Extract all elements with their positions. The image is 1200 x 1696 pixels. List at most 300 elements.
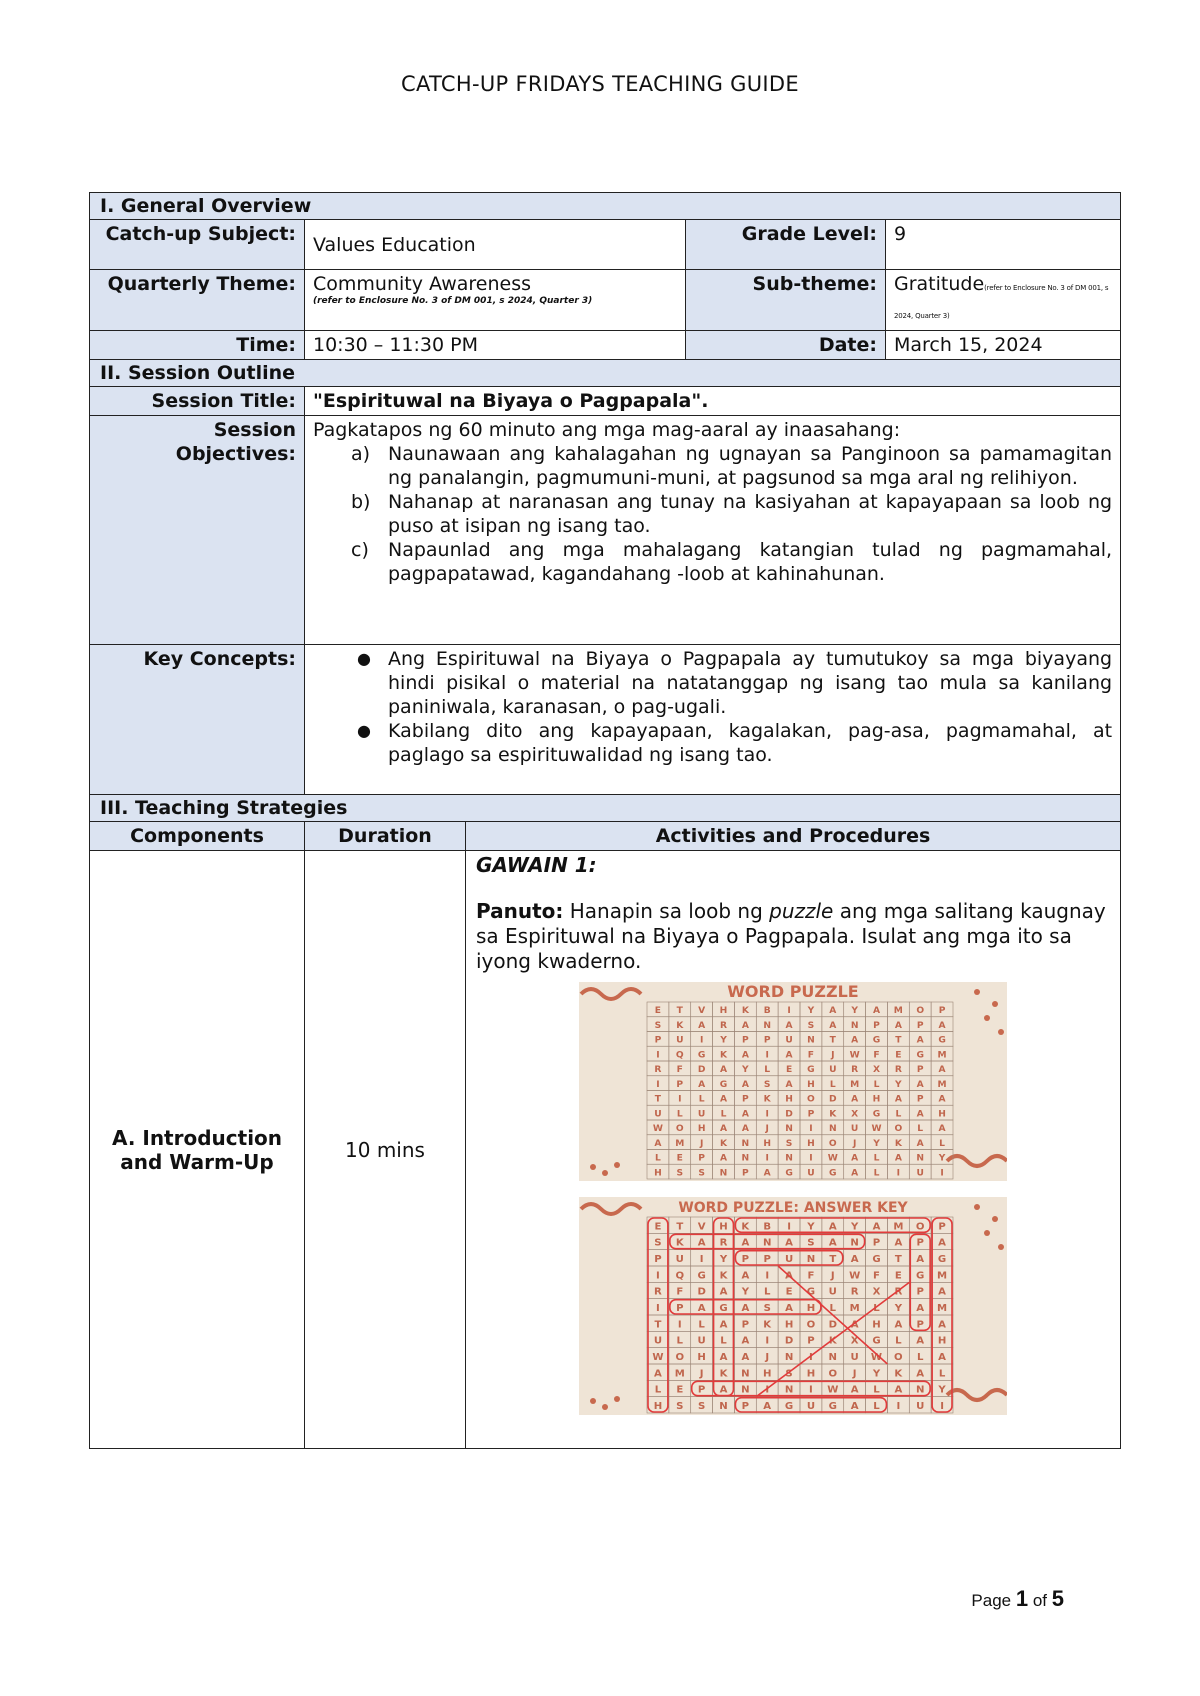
puzzle-letter: I [896, 1400, 901, 1412]
puzzle-letter: H [806, 1368, 816, 1380]
puzzle-letter: L [873, 1400, 880, 1412]
puzzle-letter: K [676, 1020, 684, 1031]
puzzle-letter: A [916, 1253, 925, 1265]
puzzle-letter: L [917, 1351, 924, 1363]
decoration-dot [992, 1216, 998, 1222]
puzzle-letter: A [916, 1079, 924, 1090]
puzzle-letter: A [741, 1237, 750, 1249]
puzzle-letter: H [938, 1109, 946, 1120]
puzzle-letter: U [653, 1335, 663, 1347]
puzzle-letter: I [656, 1079, 660, 1090]
theme-note: (refer to Enclosure No. 3 of DM 001, s 2024, Quarter 3) [313, 296, 593, 306]
puzzle-letter: A [894, 1153, 902, 1164]
puzzle-letter: J [699, 1138, 704, 1149]
puzzle-letter: N [916, 1153, 925, 1164]
puzzle-letter: F [676, 1286, 684, 1298]
word-puzzle-image [579, 982, 1007, 1181]
puzzle-letter: A [741, 1302, 750, 1314]
puzzle-letter: A [741, 1050, 749, 1061]
subject-label: Catch-up Subject: [90, 220, 305, 270]
puzzle-letter: N [741, 1368, 750, 1380]
puzzle-letter: A [894, 1094, 902, 1105]
puzzle-letter: N [828, 1124, 837, 1135]
puzzle-letter: I [940, 1400, 944, 1412]
puzzle-letter: A [741, 1351, 750, 1363]
puzzle-letter: A [916, 1035, 924, 1046]
puzzle-letter: Y [720, 1035, 727, 1046]
puzzle-letter: W [827, 1384, 839, 1396]
puzzle-letter: N [828, 1351, 838, 1363]
puzzle-letter: B [763, 1221, 772, 1233]
puzzle-letter: A [720, 1094, 728, 1105]
puzzle-letter: P [916, 1319, 924, 1331]
puzzle-letter: W [849, 1050, 860, 1061]
decoration-dot [992, 1001, 998, 1007]
puzzle-letter: M [937, 1079, 947, 1090]
puzzle-letter: S [676, 1168, 684, 1179]
puzzle-letter: F [676, 1065, 683, 1076]
puzzle-letter: S [676, 1400, 684, 1412]
puzzle-letter: I [656, 1270, 660, 1282]
puzzle-letter: N [719, 1400, 728, 1412]
puzzle-letter: O [916, 1006, 925, 1017]
key-concept-item: ● Kabilang dito ang kapayapaan, kagalakan, pag-asa, pagmamahal, at paglago sa espirituwalidad ng isang tao. [357, 720, 1113, 766]
objective-item: b) Nahanap at naranasan ang tunay na kasiyahan at kapayapaan sa loob ng puso at isipan ng isang tao. [351, 491, 1113, 537]
puzzle-letter: I [809, 1153, 813, 1164]
decoration-dot [998, 1029, 1004, 1035]
puzzle-letter: I [765, 1270, 770, 1282]
puzzle-letter: A [720, 1124, 728, 1135]
puzzle-letter: P [763, 1253, 771, 1265]
puzzle-letter: A [916, 1138, 924, 1149]
puzzle-letter: N [763, 1020, 772, 1031]
puzzle-letter: L [764, 1286, 771, 1298]
puzzle-letter: A [741, 1270, 750, 1282]
section-general-overview: I. General Overview [90, 193, 1121, 220]
teaching-guide-table [89, 192, 1121, 1449]
puzzle-letter: A [828, 1237, 837, 1249]
puzzle-letter: Q [675, 1050, 684, 1061]
puzzle-letter: P [873, 1020, 880, 1031]
puzzle-letter: Y [719, 1253, 728, 1265]
session-title-value: "Espirituwal na Biyaya o Pagpapala". [305, 387, 1121, 416]
key-concepts-list [313, 647, 1112, 767]
puzzle-letter: Y [851, 1221, 859, 1233]
puzzle-letter: O [807, 1094, 815, 1105]
puzzle-letter: N [784, 1351, 794, 1363]
puzzle-letter: A [697, 1302, 706, 1314]
puzzle-letter: G [719, 1302, 728, 1314]
puzzle-letter: W [827, 1153, 838, 1164]
decoration-dot [602, 1170, 608, 1176]
puzzle-letter: T [654, 1094, 662, 1105]
puzzle-letter: L [720, 1109, 727, 1120]
puzzle-letter: O [828, 1138, 837, 1149]
puzzle-letter: U [828, 1286, 837, 1298]
puzzle-letter: K [719, 1368, 728, 1380]
puzzle-letter: P [654, 1253, 662, 1265]
puzzle-letter: A [828, 1221, 837, 1233]
puzzle-letter: I [699, 1253, 704, 1265]
puzzle-letter: F [873, 1270, 880, 1282]
puzzle-letter: Y [807, 1221, 815, 1233]
puzzle-letter: O [675, 1351, 685, 1363]
puzzle-letter: H [806, 1302, 816, 1314]
puzzle-letter: E [654, 1221, 662, 1233]
puzzle-letter: G [828, 1400, 837, 1412]
puzzle-letter: I [765, 1335, 770, 1347]
puzzle-letter: P [763, 1035, 771, 1046]
puzzle-letter: A [785, 1302, 794, 1314]
puzzle-letter: Y [938, 1153, 946, 1164]
puzzle-letter: E [654, 1006, 662, 1017]
activities-cell [466, 851, 1121, 1449]
puzzle-letter: F [807, 1050, 815, 1061]
puzzle-letter: A [850, 1253, 859, 1265]
puzzle-letter: L [655, 1153, 661, 1164]
puzzle-letter: F [873, 1050, 880, 1061]
puzzle-letter: G [872, 1109, 881, 1120]
puzzle-letter: M [937, 1302, 948, 1314]
puzzle-letter: L [938, 1368, 946, 1380]
puzzle-letter: P [654, 1035, 662, 1046]
puzzle-letter: X [850, 1335, 859, 1347]
puzzle-letter: D [828, 1319, 838, 1331]
puzzle-letter: F [807, 1270, 815, 1282]
puzzle-letter: A [938, 1319, 947, 1331]
puzzle-letter: T [676, 1006, 683, 1017]
puzzle-letter: I [787, 1221, 791, 1233]
puzzle-letter: A [873, 1006, 881, 1017]
puzzle-letter: U [807, 1168, 815, 1179]
puzzle-letter: I [656, 1050, 660, 1061]
puzzle-letter: G [872, 1335, 881, 1347]
puzzle-letter: A [785, 1270, 794, 1282]
puzzle-letter: P [938, 1006, 946, 1017]
puzzle-letter: P [807, 1109, 815, 1120]
puzzle-letter: A [741, 1020, 749, 1031]
puzzle-letter: L [873, 1302, 880, 1314]
puzzle-letter: A [938, 1124, 946, 1135]
puzzle-letter: N [785, 1153, 793, 1164]
puzzle-letter: A [894, 1384, 903, 1396]
puzzle-letter: G [872, 1253, 881, 1265]
decoration-dot [974, 1204, 980, 1210]
puzzle-letter: A [654, 1368, 662, 1380]
puzzle-letter: S [807, 1237, 815, 1249]
puzzle-letter: A [719, 1351, 728, 1363]
puzzle-letter: G [916, 1050, 924, 1061]
puzzle-letter: P [938, 1221, 946, 1233]
puzzle-letter: H [807, 1079, 815, 1090]
puzzle-letter: S [654, 1020, 662, 1031]
decoration-dot [998, 1244, 1004, 1250]
puzzle-letter: N [850, 1020, 859, 1031]
objectives-intro: Pagkatapos ng 60 minuto ang mga mag-aaral ay inaasahang: [313, 419, 901, 441]
puzzle-letter: L [676, 1109, 683, 1120]
session-title-label: Session Title: [90, 387, 305, 416]
puzzle-letter: I [809, 1124, 813, 1135]
puzzle-letter: W [870, 1351, 883, 1363]
puzzle-letter: A [850, 1319, 859, 1331]
puzzle-letter: S [698, 1400, 706, 1412]
component-intro: A. Introduction and Warm-Up [90, 851, 305, 1449]
puzzle-letter: A [916, 1368, 925, 1380]
puzzle-letter: H [785, 1094, 793, 1105]
date-value: March 15, 2024 [886, 331, 1121, 360]
puzzle-letter: R [719, 1237, 728, 1249]
puzzle-letter: A [829, 1006, 837, 1017]
puzzle-letter: N [763, 1237, 772, 1249]
puzzle-letter: A [938, 1094, 946, 1105]
grade-label: Grade Level: [686, 220, 886, 270]
puzzle-letter: I [940, 1168, 944, 1179]
puzzle-letter: I [677, 1319, 682, 1331]
puzzle-letter: L [873, 1168, 880, 1179]
duration-value: 10 mins [305, 851, 466, 1449]
activity-title: GAWAIN 1: [476, 853, 597, 877]
puzzle-letter: G [937, 1253, 947, 1265]
puzzle-letter: L [698, 1319, 705, 1331]
puzzle-letter: S [763, 1079, 771, 1090]
puzzle-letter: T [676, 1221, 684, 1233]
puzzle-letter: A [938, 1351, 947, 1363]
time-label: Time: [90, 331, 305, 360]
puzzle-letter: D [697, 1065, 706, 1076]
puzzle-letter: A [741, 1335, 750, 1347]
puzzle-letter: P [742, 1168, 749, 1179]
puzzle-letter: A [851, 1168, 859, 1179]
time-value: 10:30 – 11:30 PM [305, 331, 686, 360]
puzzle-letter: I [787, 1006, 791, 1017]
puzzle-letter: V [697, 1221, 706, 1233]
puzzle-letter: A [741, 1109, 749, 1120]
puzzle-letter: K [719, 1138, 728, 1149]
puzzle-letter: R [894, 1065, 902, 1076]
puzzle-letter: D [784, 1335, 794, 1347]
puzzle-letter: E [895, 1050, 902, 1061]
puzzle-letter: K [828, 1335, 837, 1347]
puzzle-letter: T [894, 1253, 902, 1265]
puzzle-letter: Y [938, 1384, 946, 1396]
puzzle-letter: Y [872, 1368, 881, 1380]
puzzle-letter: R [894, 1286, 903, 1298]
puzzle-letter: G [916, 1270, 925, 1282]
puzzle-letter: K [829, 1109, 837, 1120]
puzzle-letter: I [656, 1302, 660, 1314]
puzzle-letter: U [697, 1335, 706, 1347]
puzzle-letter: K [719, 1270, 728, 1282]
puzzle-letter: A [697, 1237, 706, 1249]
puzzle-letter: A [894, 1319, 903, 1331]
puzzle-letter: P [742, 1035, 749, 1046]
puzzle-letter: G [719, 1079, 728, 1090]
puzzle-letter: L [654, 1384, 662, 1396]
puzzle-letter: Y [742, 1065, 749, 1076]
puzzle-letter: H [654, 1168, 662, 1179]
puzzle-letter: U [676, 1035, 684, 1046]
puzzle-letter: M [937, 1270, 948, 1282]
puzzle-letter: A [698, 1079, 706, 1090]
puzzle-letter: A [851, 1094, 859, 1105]
puzzle-letter: R [851, 1065, 859, 1076]
puzzle-letter: W [871, 1124, 882, 1135]
puzzle-letter: U [829, 1065, 837, 1076]
puzzle-letter: A [851, 1035, 859, 1046]
puzzle-letter: P [916, 1020, 924, 1031]
puzzle-letter: A [741, 1079, 749, 1090]
section-teaching-strategies: III. Teaching Strategies [90, 795, 1121, 822]
puzzle-letter: K [675, 1237, 684, 1249]
puzzle-letter: N [807, 1035, 815, 1046]
puzzle-letter: T [829, 1253, 837, 1265]
objectives-list [313, 442, 1112, 586]
puzzle-letter: I [765, 1153, 769, 1164]
puzzle-letter: A [654, 1138, 662, 1149]
puzzle-letter: K [741, 1221, 750, 1233]
puzzle-letter: I [809, 1351, 813, 1363]
puzzle-letter: E [785, 1286, 793, 1298]
puzzle-letter: N [741, 1384, 750, 1396]
theme-cell [305, 270, 686, 331]
puzzle-letter: S [654, 1237, 662, 1249]
puzzle-letter: K [763, 1094, 771, 1105]
puzzle-letter: A [829, 1020, 837, 1031]
puzzle-letter: A [698, 1020, 706, 1031]
puzzle-letter: U [850, 1124, 859, 1135]
puzzle-letter: P [872, 1237, 881, 1249]
puzzle-letter: L [873, 1384, 880, 1396]
puzzle-letter: W [652, 1124, 663, 1135]
key-concepts-label: Key Concepts: [90, 645, 305, 795]
puzzle-letter: Y [895, 1079, 902, 1090]
puzzle-letter: L [873, 1079, 880, 1090]
puzzle-letter: S [763, 1302, 771, 1314]
puzzle-letter: M [675, 1138, 685, 1149]
puzzle-letter: U [806, 1400, 816, 1412]
subtheme-label: Sub-theme: [686, 270, 886, 331]
puzzle-letter: P [741, 1253, 750, 1265]
puzzle-letter: U [675, 1253, 684, 1265]
puzzle-letter: L [698, 1094, 705, 1105]
puzzle-letter: A [851, 1153, 859, 1164]
puzzle-letter: D [785, 1109, 793, 1120]
puzzle-letter: H [719, 1006, 728, 1017]
puzzle-letter: A [720, 1153, 728, 1164]
puzzle-letter: A [894, 1237, 903, 1249]
puzzle-letter: A [785, 1020, 793, 1031]
puzzle-letter: M [937, 1050, 947, 1061]
puzzle-title: WORD PUZZLE: ANSWER KEY [678, 1200, 908, 1216]
puzzle-letter: J [765, 1351, 770, 1363]
puzzle-letter: L [720, 1335, 727, 1347]
puzzle-letter: A [719, 1319, 728, 1331]
key-concept-item: ● Ang Espirituwal na Biyaya o Pagpapala ay tumutukoy sa mga biyayang hindi pisikal o material na natatanggap ng isang tao mula sa kanilang paniniwala, karanasan, o pag-ugali. [357, 648, 1113, 718]
puzzle-letter: A [938, 1237, 947, 1249]
puzzle-letter: L [939, 1138, 946, 1149]
puzzle-letter: P [916, 1065, 924, 1076]
puzzle-letter: P [916, 1286, 924, 1298]
col-header-duration: Duration [305, 822, 466, 851]
puzzle-letter: W [849, 1270, 861, 1282]
puzzle-letter: N [719, 1168, 728, 1179]
puzzle-letter: A [719, 1384, 728, 1396]
puzzle-letter: A [785, 1237, 794, 1249]
puzzle-letter: A [938, 1286, 947, 1298]
puzzle-letter: J [852, 1138, 857, 1149]
puzzle-letter: Q [675, 1270, 685, 1282]
decoration-dot [984, 1230, 990, 1236]
puzzle-letter: T [829, 1035, 836, 1046]
puzzle-letter: G [784, 1400, 794, 1412]
objectives-label: Session Objectives: [90, 416, 305, 645]
puzzle-letter: J [831, 1050, 835, 1061]
puzzle-letter: A [916, 1109, 924, 1120]
puzzle-letter: N [784, 1384, 794, 1396]
puzzle-letter: A [720, 1065, 728, 1076]
puzzle-letter: X [851, 1109, 859, 1120]
puzzle-letter: L [895, 1335, 902, 1347]
puzzle-letter: A [916, 1302, 925, 1314]
puzzle-letter: B [763, 1006, 771, 1017]
puzzle-letter: U [654, 1109, 662, 1120]
puzzle-letter: K [741, 1006, 749, 1017]
puzzle-letter: P [741, 1400, 750, 1412]
puzzle-letter: A [872, 1221, 881, 1233]
puzzle-letter: S [785, 1368, 793, 1380]
puzzle-letter: K [894, 1368, 903, 1380]
puzzle-letter: N [806, 1253, 816, 1265]
puzzle-letter: L [917, 1124, 924, 1135]
puzzle-letter: L [873, 1153, 880, 1164]
decoration-dot [614, 1162, 620, 1168]
puzzle-letter: H [763, 1368, 772, 1380]
puzzle-letter: H [697, 1351, 706, 1363]
puzzle-letter: H [937, 1335, 947, 1347]
decoration-dot [614, 1396, 620, 1402]
col-header-components: Components [90, 822, 305, 851]
activity-instructions: Panuto: Hanapin sa loob ng puzzle ang mga salitang kaugnay sa Espirituwal na Biyaya o Pagpapala. Isulat ang mga ito sa iyong kwaderno. [476, 899, 1106, 973]
puzzle-letter: I [809, 1384, 813, 1396]
puzzle-letter: P [916, 1094, 924, 1105]
puzzle-letter: O [894, 1124, 903, 1135]
puzzle-letter: G [697, 1050, 706, 1061]
puzzle-letter: J [699, 1368, 704, 1380]
puzzle-letter: P [698, 1153, 706, 1164]
puzzle-letter: H [872, 1094, 881, 1105]
puzzle-letter: I [765, 1050, 769, 1061]
page-number: Page 1 of 5 [971, 1586, 1064, 1611]
puzzle-letter: Y [873, 1138, 880, 1149]
puzzle-letter: S [807, 1020, 815, 1031]
puzzle-letter: N [741, 1153, 750, 1164]
puzzle-letter: S [698, 1168, 705, 1179]
puzzle-letter: U [850, 1351, 859, 1363]
puzzle-letter: J [765, 1124, 769, 1135]
puzzle-letter: A [850, 1400, 859, 1412]
puzzle-letter: O [894, 1351, 903, 1363]
section-session-outline: II. Session Outline [90, 360, 1121, 387]
puzzle-letter: Y [851, 1006, 858, 1017]
puzzle-letter: I [765, 1384, 770, 1396]
puzzle-letter: G [938, 1035, 946, 1046]
puzzle-letter: A [916, 1335, 925, 1347]
puzzle-letter: I [765, 1109, 769, 1120]
puzzle-letter: L [829, 1079, 836, 1090]
puzzle-letter: S [785, 1138, 793, 1149]
puzzle-letter: X [873, 1065, 881, 1076]
puzzle-letter: T [895, 1035, 902, 1046]
